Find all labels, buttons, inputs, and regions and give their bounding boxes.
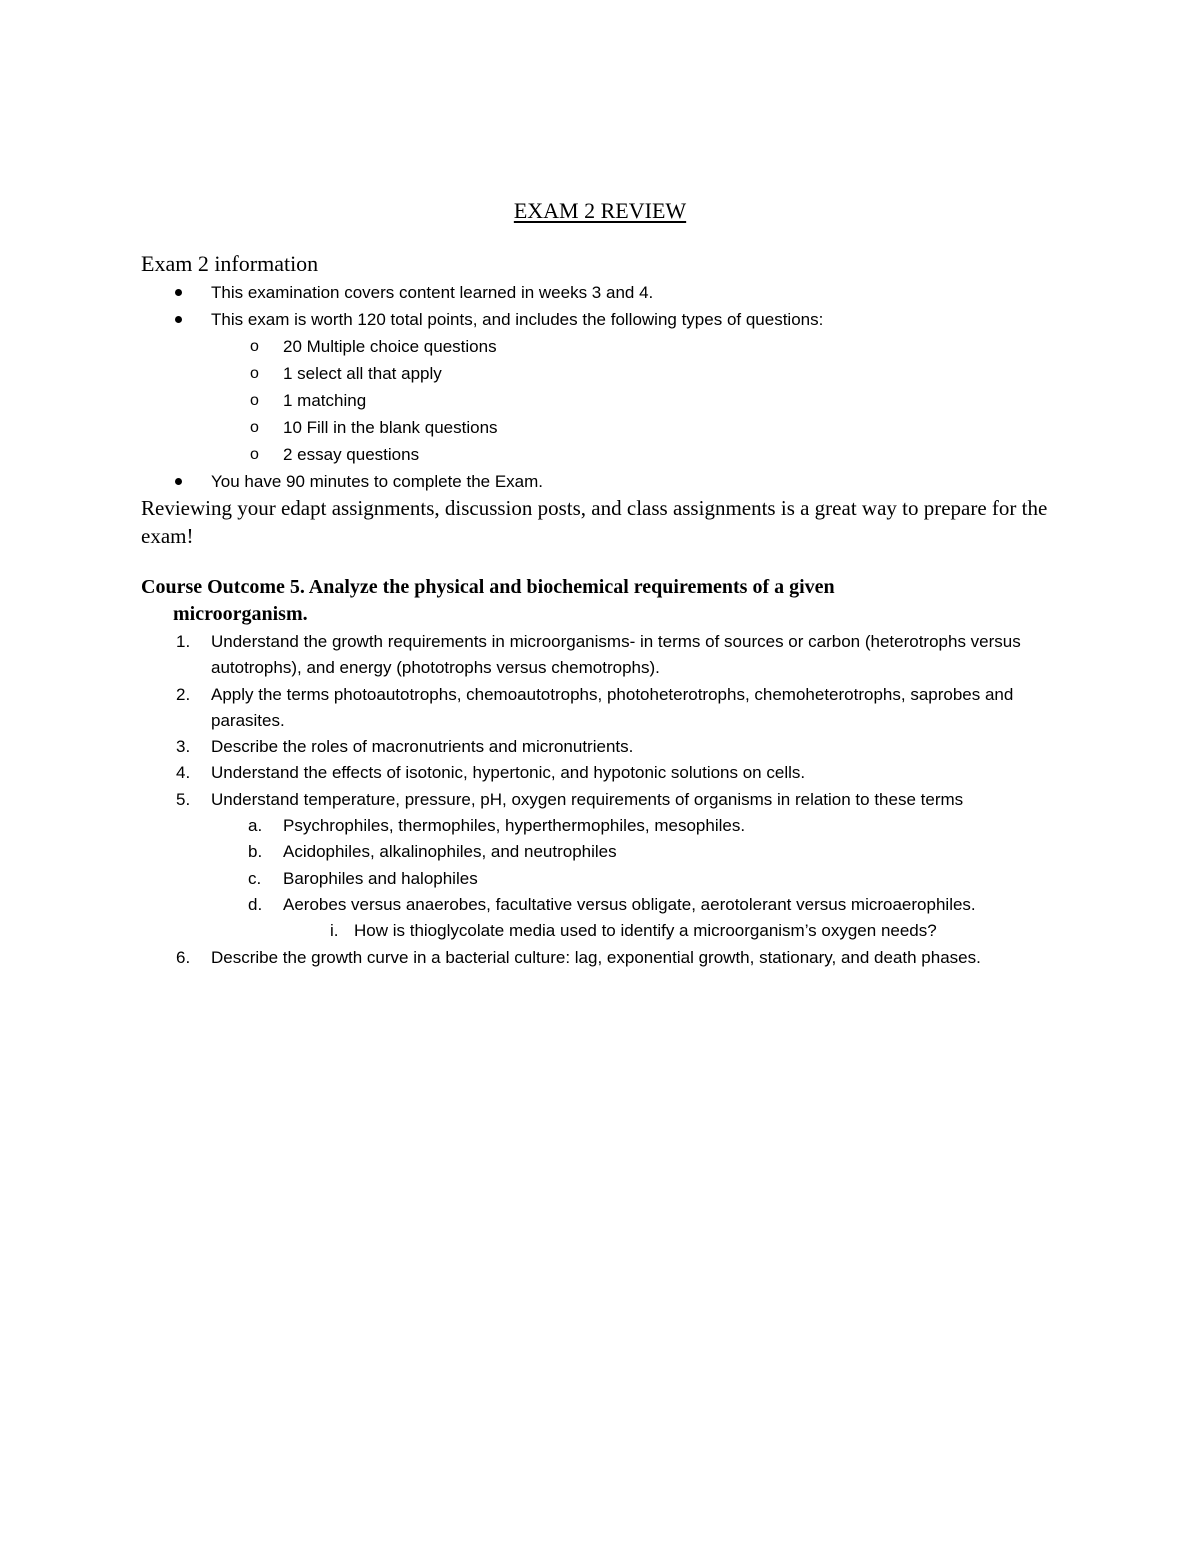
bullet-icon — [175, 316, 182, 323]
sub-objective-letter: a. — [248, 816, 263, 836]
sub-objective-letter: b. — [248, 842, 263, 862]
sub-objective-item: d. Aerobes versus anaerobes, facultative versus obligate, aerotolerant versus microaerophiles. — [0, 892, 1200, 918]
question-type-item: o 20 Multiple choice questions — [0, 333, 1200, 360]
sub-objective-letter: c. — [248, 868, 262, 888]
sub-bullet-marker: o — [250, 338, 259, 355]
sub-bullet-marker: o — [250, 446, 259, 463]
question-type-item: o 2 essay questions — [0, 441, 1200, 468]
sub-objective-item: a. Psychrophiles, thermophiles, hyperthermophiles, mesophiles. — [0, 813, 1200, 839]
objective-number: 3. — [176, 737, 191, 757]
list-item: You have 90 minutes to complete the Exam. — [0, 468, 1200, 495]
question-type-item: o 1 select all that apply — [0, 360, 1200, 387]
objective-number: 1. — [176, 632, 191, 651]
objective-item: 3. Describe the roles of macronutrients and micronutrients. — [0, 734, 1200, 760]
exam-info-heading: Exam 2 information — [141, 251, 319, 276]
sub-bullet-marker: o — [250, 419, 259, 436]
review-tip-paragraph: Reviewing your edapt assignments, discussion posts, and class assignments is a great way to prepare for the exam! — [141, 496, 1048, 548]
objective-number: 2. — [176, 684, 191, 704]
sub-objective-item: c. Barophiles and halophiles — [0, 866, 1200, 892]
sub-bullet-marker: o — [250, 392, 259, 409]
objective-number: 6. — [176, 947, 191, 967]
question-type-item: o 10 Fill in the blank questions — [0, 414, 1200, 441]
question-type-item: o 1 matching — [0, 387, 1200, 414]
objective-item: 6. Describe the growth curve in a bacterial culture: lag, exponential growth, stationary, and death phases. — [0, 945, 1200, 971]
objective-item: 2. Apply the terms photoautotrophs, chemoautotrophs, photoheterotrophs, chemoheterotrophs, saprobes and parasites. — [0, 682, 1200, 735]
list-item: This examination covers content learned in weeks 3 and 4. — [0, 279, 1200, 306]
exam-info-list — [0, 279, 1200, 495]
objective-item: 1. Understand the growth requirements in microorganisms- in terms of sources or carbon (heterotrophs versus autotrophs), and energy (phototrophs versus chemotrophs). — [0, 629, 1200, 682]
bullet-icon — [175, 289, 182, 296]
page-title: EXAM 2 REVIEW — [513, 198, 687, 223]
objective-item: 4. Understand the effects of isotonic, hypertonic, and hypotonic solutions on cells. — [0, 760, 1200, 786]
course-outcome-heading — [141, 574, 1041, 628]
nested-question-item: i. How is thioglycolate media used to identify a microorganism’s oxygen needs? — [0, 918, 1200, 944]
outcome-line-1: Course Outcome 5. Analyze the physical and biochemical requirements of a given — [141, 576, 835, 598]
objective-item: 5. Understand temperature, pressure, pH, oxygen requirements of organisms in relation to these terms — [0, 787, 1200, 813]
roman-numeral-marker: i. — [330, 921, 339, 941]
sub-objective-letter: d. — [248, 894, 263, 914]
sub-bullet-marker: o — [250, 365, 259, 382]
objective-number: 5. — [176, 789, 191, 809]
objectives-list — [0, 629, 1200, 971]
list-item: This exam is worth 120 total points, and includes the following types of questions: — [0, 306, 1200, 333]
objective-number: 4. — [176, 763, 191, 783]
sub-objective-item: b. Acidophiles, alkalinophiles, and neutrophiles — [0, 839, 1200, 865]
bullet-icon — [175, 478, 182, 485]
outcome-line-2: microorganism. — [173, 603, 308, 625]
